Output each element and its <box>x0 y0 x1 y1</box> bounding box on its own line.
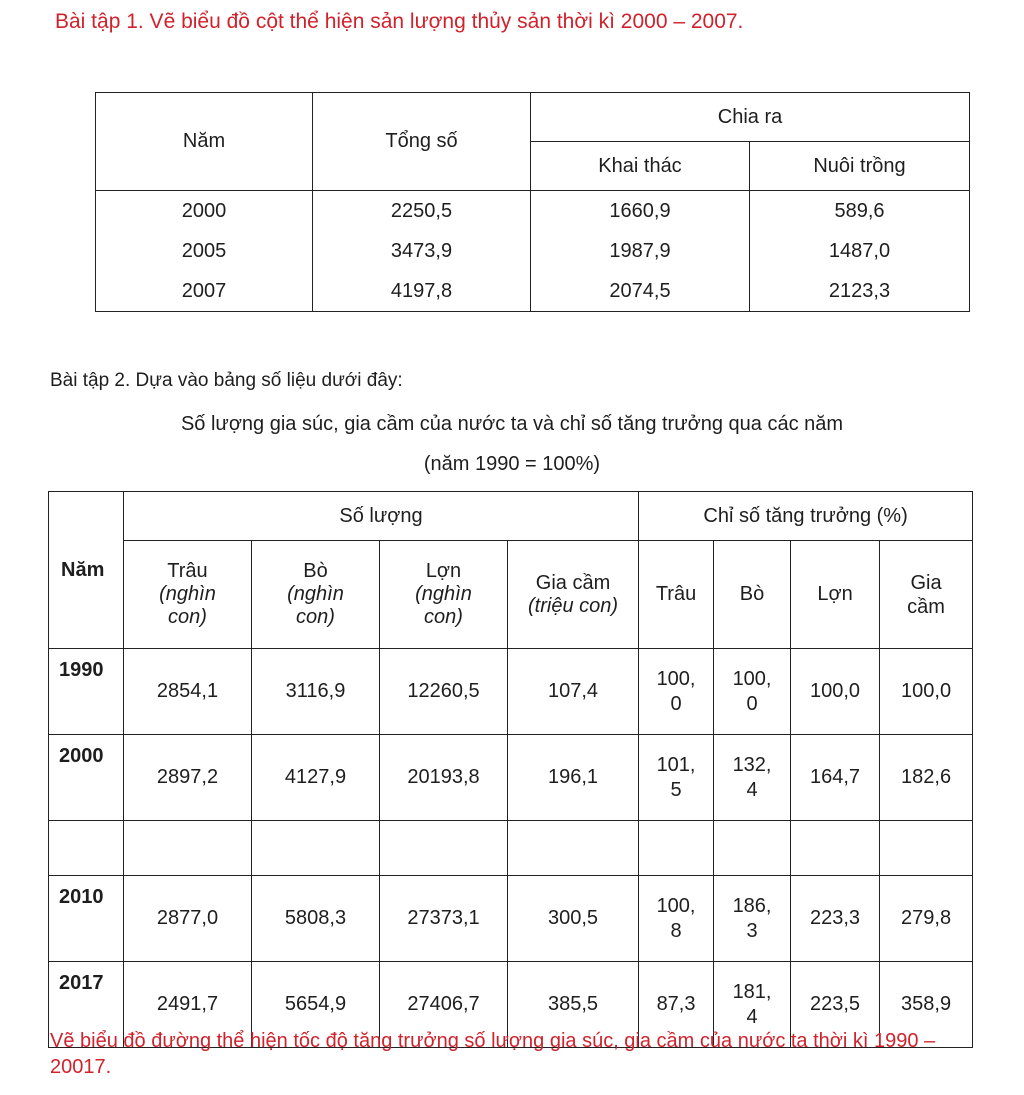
header-q-buffalo <box>124 541 252 649</box>
header-year: Năm <box>96 93 313 191</box>
cell-pig: 27406,7 <box>380 962 508 1048</box>
cell-g-part: 5 <box>670 778 682 801</box>
farm-column <box>750 191 970 312</box>
cell-g-part: 101, <box>656 753 696 776</box>
header-q-pig <box>380 541 508 649</box>
cell-buffalo: 2877,0 <box>124 876 252 962</box>
cell-year: 2005 <box>181 240 227 262</box>
cell-g-part: 181, <box>732 980 772 1003</box>
cell-year: 2017 <box>49 962 124 1048</box>
header-g-cattle: Bò <box>714 541 791 649</box>
cell-year: 2010 <box>49 876 124 962</box>
header-unit: (nghìn con) <box>159 583 216 628</box>
cell-pig: 20193,8 <box>380 735 508 821</box>
cell-poultry: 196,1 <box>508 735 639 821</box>
cell-g-poultry: 100,0 <box>880 649 973 735</box>
cell-cattle: 4127,9 <box>252 735 380 821</box>
header-year: Năm <box>49 492 124 649</box>
header-g-poultry <box>880 541 973 649</box>
header-name: Lợn <box>425 560 462 582</box>
header-g-pig: Lợn <box>791 541 880 649</box>
table-row-empty <box>49 821 973 876</box>
exercise2-task: Vẽ biểu đồ đường thể hiện tốc độ tăng trưởng số lượng gia súc, gia cầm của nước ta thời kì 1990 – 20017. <box>50 1030 936 1078</box>
exercise1-title: Bài tập 1. Vẽ biểu đồ cột thể hiện sản lượng thủy sản thời kì 2000 – 2007. <box>55 10 744 33</box>
cell-empty <box>791 821 880 876</box>
cell-empty <box>380 821 508 876</box>
cell-poultry: 107,4 <box>508 649 639 735</box>
cell-g-cattle <box>714 735 791 821</box>
cell-g-part: 8 <box>670 919 682 942</box>
header-name: Bò <box>303 560 328 582</box>
cell-g-pig: 223,3 <box>791 876 880 962</box>
cell-empty <box>49 821 124 876</box>
cell-catch: 2074,5 <box>609 280 671 302</box>
cell-g-part: 3 <box>746 919 758 942</box>
cell-g-part: 100, <box>656 894 696 917</box>
cell-pig: 27373,1 <box>380 876 508 962</box>
cell-pig: 12260,5 <box>380 649 508 735</box>
header-growth: Chỉ số tăng trưởng (%) <box>639 492 973 541</box>
cell-empty <box>714 821 791 876</box>
cell-g-part: 0 <box>670 692 682 715</box>
cell-g-part: 4 <box>746 1005 758 1028</box>
header-name: Gia cầm <box>535 571 611 594</box>
table-row <box>49 735 973 821</box>
header-unit: (nghìn con) <box>287 583 344 628</box>
cell-empty <box>508 821 639 876</box>
cell-catch: 1987,9 <box>609 240 671 262</box>
cell-g-part: 100, <box>732 667 772 690</box>
header-quantity: Số lượng <box>124 492 639 541</box>
table-row <box>49 876 973 962</box>
cell-year: 2007 <box>181 280 227 302</box>
cell-g-part: 186, <box>732 894 772 917</box>
cell-g-buffalo <box>639 876 714 962</box>
cell-g-poultry: 182,6 <box>880 735 973 821</box>
cell-g-pig: 164,7 <box>791 735 880 821</box>
cell-year: 2000 <box>49 735 124 821</box>
cell-cattle: 5808,3 <box>252 876 380 962</box>
cell-total: 4197,8 <box>390 280 453 302</box>
cell-farm: 2123,3 <box>828 280 891 302</box>
cell-g-poultry: 358,9 <box>880 962 973 1048</box>
cell-g-part: 132, <box>732 753 772 776</box>
header-g-buffalo: Trâu <box>639 541 714 649</box>
cell-buffalo: 2854,1 <box>124 649 252 735</box>
header-catch: Khai thác <box>531 142 750 191</box>
cell-farm: 1487,0 <box>828 240 891 262</box>
cell-g-cattle <box>714 876 791 962</box>
cell-total: 2250,5 <box>390 200 453 222</box>
cell-farm: 589,6 <box>834 200 885 222</box>
header-g-poultry-label: Gia cầm <box>907 571 945 618</box>
cell-total: 3473,9 <box>390 240 453 262</box>
total-column <box>313 191 531 312</box>
exercise2-intro: Bài tập 2. Dựa vào bảng số liệu dưới đây: <box>50 370 403 391</box>
cell-g-buffalo <box>639 649 714 735</box>
header-split: Chia ra <box>531 93 970 142</box>
cell-empty <box>639 821 714 876</box>
header-name: Trâu <box>167 560 208 582</box>
exercise2-heading: Số lượng gia súc, gia cầm của nước ta và chỉ số tăng trưởng qua các năm <box>180 413 844 435</box>
cell-g-poultry: 279,8 <box>880 876 973 962</box>
cell-g-buffalo <box>639 735 714 821</box>
cell-g-buffalo: 87,3 <box>639 962 714 1048</box>
cell-g-cattle <box>714 649 791 735</box>
livestock-table <box>48 491 973 1048</box>
cell-catch: 1660,9 <box>609 200 671 222</box>
cell-buffalo: 2897,2 <box>124 735 252 821</box>
header-q-cattle <box>252 541 380 649</box>
cell-g-part: 0 <box>746 692 758 715</box>
cell-year: 1990 <box>49 649 124 735</box>
header-total: Tổng số <box>313 93 531 191</box>
year-column <box>96 191 313 312</box>
cell-g-part: 4 <box>746 778 758 801</box>
cell-cattle: 3116,9 <box>252 649 380 735</box>
cell-g-pig: 223,5 <box>791 962 880 1048</box>
cell-g-pig: 100,0 <box>791 649 880 735</box>
table-row <box>49 649 973 735</box>
header-unit: (nghìn con) <box>415 583 472 628</box>
fishery-output-table <box>95 92 970 312</box>
cell-empty <box>880 821 973 876</box>
cell-cattle: 5654,9 <box>252 962 380 1048</box>
cell-buffalo: 2491,7 <box>124 962 252 1048</box>
cell-g-part: 100, <box>656 667 696 690</box>
cell-year: 2000 <box>181 200 227 222</box>
header-farm: Nuôi trồng <box>750 142 970 191</box>
cell-empty <box>252 821 380 876</box>
exercise2-subheading: (năm 1990 = 100%) <box>423 453 601 475</box>
cell-empty <box>124 821 252 876</box>
cell-poultry: 300,5 <box>508 876 639 962</box>
header-q-poultry <box>508 541 639 649</box>
header-unit: (triệu con) <box>528 594 619 617</box>
catch-column <box>531 191 750 312</box>
cell-poultry: 385,5 <box>508 962 639 1048</box>
